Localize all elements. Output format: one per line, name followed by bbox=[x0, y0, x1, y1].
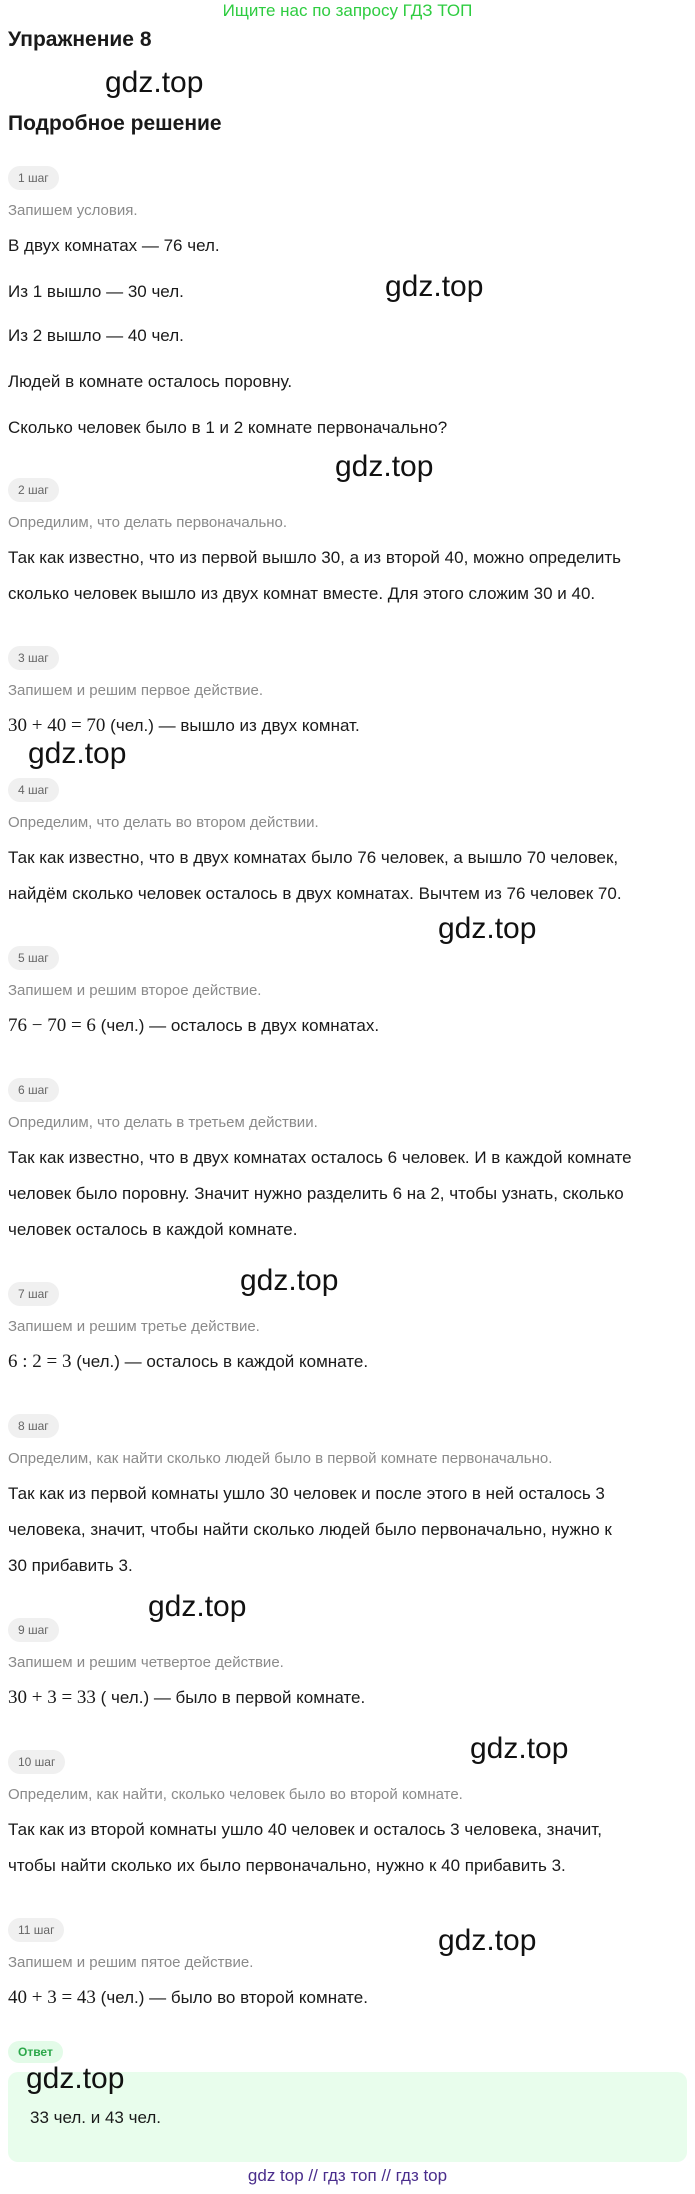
step-1-line-5: Сколько человек было в 1 и 2 комнате первоначально? bbox=[8, 418, 448, 437]
step-2-line-2: сколько человек вышло из двух комнат вместе. Для этого сложим 30 и 40. bbox=[8, 584, 596, 603]
step-6-badge: 6 шаг bbox=[8, 1078, 59, 1102]
step-7-expression: 6 : 2 = 3 bbox=[8, 1351, 72, 1372]
step-8-line-1: Так как из первой комнаты ушло 30 человек и после этого в ней осталось 3 bbox=[8, 1484, 605, 1503]
step-2-line-1: Так как известно, что из первой вышло 30, а из второй 40, можно определить bbox=[8, 548, 621, 567]
top-banner[interactable]: Ищите нас по запросу ГДЗ ТОП bbox=[222, 1, 473, 20]
answer-text: 33 чел. и 43 чел. bbox=[30, 2108, 161, 2127]
step-10-desc: Определим, как найти, сколько человек было во второй комнате. bbox=[8, 1786, 463, 1803]
step-3-result: (чел.) — вышло из двух комнат. bbox=[110, 716, 360, 735]
step-9-expression: 30 + 3 = 33 bbox=[8, 1687, 96, 1708]
step-1-line-4: Людей в комнате осталось поровну. bbox=[8, 372, 293, 391]
step-8-badge: 8 шаг bbox=[8, 1414, 59, 1438]
step-6-line-1: Так как известно, что в двух комнатах осталось 6 человек. И в каждой комнате bbox=[8, 1148, 632, 1167]
answer-badge: Ответ bbox=[8, 2041, 63, 2063]
watermark: gdz.top bbox=[26, 2062, 125, 2095]
step-6-line-2: человек было поровну. Значит нужно разделить 6 на 2, чтобы узнать, сколько bbox=[8, 1184, 624, 1203]
step-10-line-1: Так как из второй комнаты ушло 40 человек и осталось 3 человека, значит, bbox=[8, 1820, 602, 1839]
step-6-line-3: человек осталось в каждой комнате. bbox=[8, 1220, 298, 1239]
step-7-equation bbox=[8, 1344, 693, 1380]
step-8-line-2: человека, значит, чтобы найти сколько людей было первоначально, нужно к bbox=[8, 1520, 612, 1539]
step-9-equation bbox=[8, 1680, 693, 1716]
step-2-badge: 2 шаг bbox=[8, 478, 59, 502]
step-1-badge: 1 шаг bbox=[8, 166, 59, 190]
step-3-badge: 3 шаг bbox=[8, 646, 59, 670]
step-4-line-2: найдём сколько человек осталось в двух комнатах. Вычтем из 76 человек 70. bbox=[8, 884, 622, 903]
step-8-line-3: 30 прибавить 3. bbox=[8, 1556, 133, 1575]
step-4-desc: Определим, что делать во втором действии. bbox=[8, 814, 319, 831]
step-10-line-2: чтобы найти сколько их было первоначально, нужно к 40 прибавить 3. bbox=[8, 1856, 566, 1875]
step-3-desc: Запишем и решим первое действие. bbox=[8, 682, 264, 699]
step-11-badge: 11 шаг bbox=[8, 1918, 64, 1942]
watermark: gdz.top bbox=[438, 912, 537, 945]
step-5-desc: Запишем и решим второе действие. bbox=[8, 982, 262, 999]
watermark: gdz.top bbox=[470, 1732, 569, 1765]
watermark: gdz.top bbox=[148, 1590, 247, 1623]
step-3-expression: 30 + 40 = 70 bbox=[8, 715, 106, 736]
step-1-desc: Запишем условия. bbox=[8, 202, 138, 219]
step-7-badge: 7 шаг bbox=[8, 1282, 59, 1306]
step-10-badge: 10 шаг bbox=[8, 1750, 65, 1774]
step-1-line-2: Из 1 вышло — 30 чел. bbox=[8, 282, 184, 301]
step-8-desc: Определим, как найти сколько людей было в первой комнате первоначально. bbox=[8, 1450, 553, 1467]
page-title: Упражнение 8 bbox=[8, 28, 152, 51]
watermark: gdz.top bbox=[335, 450, 434, 483]
step-5-expression: 76 − 70 = 6 bbox=[8, 1015, 96, 1036]
step-9-badge: 9 шаг bbox=[8, 1618, 59, 1642]
step-9-desc: Запишем и решим четвертое действие. bbox=[8, 1654, 284, 1671]
step-7-result: (чел.) — осталось в каждой комнате. bbox=[76, 1352, 369, 1371]
watermark: gdz.top bbox=[438, 1924, 537, 1957]
watermark: gdz.top bbox=[385, 270, 484, 303]
step-1-line-3: Из 2 вышло — 40 чел. bbox=[8, 326, 184, 345]
watermark: gdz.top bbox=[105, 66, 204, 99]
step-6-desc: Опредилим, что делать в третьем действии. bbox=[8, 1114, 318, 1131]
watermark: gdz.top bbox=[28, 737, 127, 770]
solution-heading: Подробное решение bbox=[8, 112, 222, 135]
step-7-desc: Запишем и решим третье действие. bbox=[8, 1318, 260, 1335]
step-11-result: (чел.) — было во второй комнате. bbox=[100, 1988, 368, 2007]
footer-links[interactable]: gdz top // гдз топ // гдз top bbox=[247, 2166, 448, 2185]
step-5-badge: 5 шаг bbox=[8, 946, 59, 970]
step-4-line-1: Так как известно, что в двух комнатах было 76 человек, а вышло 70 человек, bbox=[8, 848, 619, 867]
step-5-equation bbox=[8, 1008, 693, 1044]
step-5-result: (чел.) — осталось в двух комнатах. bbox=[100, 1016, 380, 1035]
step-11-expression: 40 + 3 = 43 bbox=[8, 1987, 96, 2008]
step-4-badge: 4 шаг bbox=[8, 778, 59, 802]
watermark: gdz.top bbox=[240, 1264, 339, 1297]
step-11-desc: Запишем и решим пятое действие. bbox=[8, 1954, 254, 1971]
step-11-equation bbox=[8, 1980, 693, 2016]
step-2-desc: Опредилим, что делать первоначально. bbox=[8, 514, 288, 531]
step-1-line-1: В двух комнатах — 76 чел. bbox=[8, 236, 220, 255]
step-9-result: ( чел.) — было в первой комнате. bbox=[100, 1688, 366, 1707]
